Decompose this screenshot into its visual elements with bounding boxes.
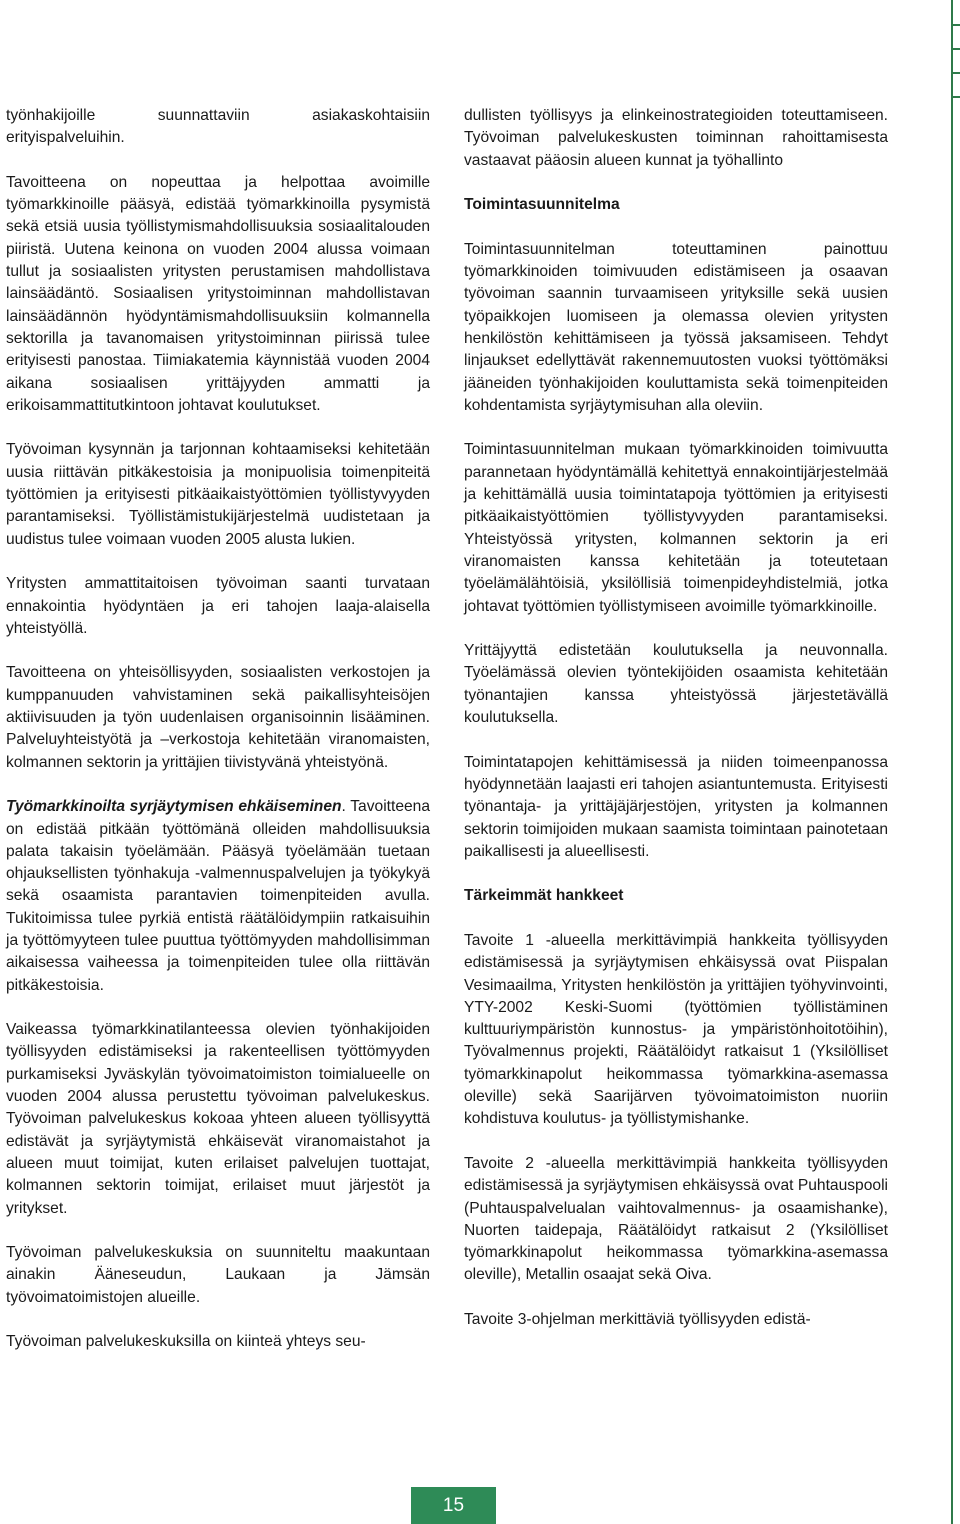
paragraph: Toimintatapojen kehittämisessä ja niiden toimeenpanossa hyödynnetään laajasti eri tahojen asiantuntemusta. Erityisesti työnantaja- ja yrittäjäjärjestöjen, yritysten ja kolmannen sektorin toimijoiden mukaan saamista toimintaan painotetaan paikallisesti ja alueellisesti. [464, 753, 888, 860]
paragraph: Tavoite 2 -alueella merkittävimpiä hankkeita työllisyyden edistämisessä ja syrjäytymisen ehkäisyssä ovat Puhtauspooli (Puhtauspalvelualan vaihtovalmennus- ja osaamishanke), Nuorten taidepaja, Räätälöidyt ratkaisut 2 (Yksilölliset työmarkkinapolut heikommassa työmarkkina-asemassa oleville), Metallin osaajat sekä Oiva. [464, 1154, 888, 1284]
right-column [464, 105, 888, 1331]
rule-tick [951, 72, 960, 74]
paragraph: Toimintasuunnitelman mukaan työmarkkinoiden toimivuutta parannetaan hyödyntämällä kehitettyä ennakointijärjestelmää ja kehittämällä uusia toimintatapoja työttömien ja erityisesti pitkäaikaistyöttömien työllistyvyyden parantamiseksi. Yhteistyössä yritysten, kolmannen sektorin ja eri viranomaisten kanssa kehitetään ja toteutetaan työelämälähtöisiä, yksilöllisiä toimenpideyhdistelmiä, jotka johtavat työttömien työllistymiseen avoimille työmarkkinoille. [464, 441, 888, 615]
margin-rule [942, 0, 960, 1524]
paragraph: Yritysten ammattitaitoisen työvoiman saanti turvataan ennakointia hyödyntäen ja eri tahojen laaja-alaisella yhteistyöllä. [6, 575, 430, 637]
section-heading: Tärkeimmät hankkeet [464, 887, 624, 905]
paragraph: Tavoite 1 -alueella merkittävimpiä hankkeita työllisyyden edistämisessä ja syrjäytymisen ehkäisyssä ovat Piispalan Vesimaailma, Yritysten henkilöstön ja yrittäjien työhyvinvointi, YTY-2002 Keski-Suomi (työttömien työllistäminen kulttuuriympäristön kunnostus- ja ympäristönhoitotöihin), Työvalmennus projekti, Räätälöidyt ratkaisut 1 (Yksilölliset työmarkkinapolut heikommassa työmarkkina-asemassa oleville) sekä Saarijärven työvoimatoimiston nuoriin kohdistuva koulutus- ja työllistymishanke. [464, 931, 888, 1128]
section-heading: Toimintasuunnitelma [464, 196, 620, 214]
rule-tick [951, 48, 960, 50]
paragraph-text: . Tavoitteena on edistää pitkään työttömänä olleiden mahdollisuuksia palata takaisin työelämään. Pääsyä työelämään tuetaan ohjauksellisten työnhakuja -valmennuspalvelujen ja työkykyä sekä osaamista parantavien toimenpiteiden avulla. Tukitoimissa tulee pyrkiä entistä räätälöidympiin ratkaisuihin ja työttömyyteen tulee puuttua työttömyyden mahdollisimman aikaisessa vaiheessa ja toimenpiteiden tulee olla riittävän pitkäkestoisia. [6, 798, 431, 994]
rule-tick [951, 96, 960, 98]
paragraph: Tavoitteena on nopeuttaa ja helpottaa avoimille työmarkkinoille pääsyä, edistää työmarkkinoilla pysymistä sekä etsiä uusia työllistymismahdollisuuksia sosiaalitalouden piiristä. Uutena keinona on vuoden 2004 alussa voimaan tullut ja sosiaalisten yritysten perustamisen mahdollistava lainsäädäntö. Sosiaalisen yritystoiminnan mahdollistavan lainsäädännön hyödyntämismahdollisuuksiin kolmannella sektorilla ja tavanomaisen yritystoiminnan piirissä tulee erityisesti panostaa. Tiimiakatemia käynnistää vuoden 2004 aikana sosiaalisen yrittäjyyden ammatti ja erikoisammattitutkintoon johtavat koulutukset. [6, 173, 430, 414]
paragraph-with-lead [6, 796, 430, 997]
paragraph: Tavoite 3-ohjelman merkittäviä työllisyyden edistä- [464, 1311, 811, 1329]
rule-tick [951, 24, 960, 26]
paragraph: Vaikeassa työmarkkinatilanteessa olevien työnhakijoiden työllisyyden edistämiseksi ja rakenteellisen työttömyyden purkamiseksi Jyväskylän työvoimatoimiston toimialueelle on vuoden 2004 alussa perustettu työvoiman palvelukeskus. Työvoiman palvelukeskus kokoaa yhteen alueen työllisyyttä edistävät ja syrjäytymistä ehkäisevät viranomaistahot ja alueen muut toimijat, kuten erilaiset palvelujen tuottajat, kolmannen sektorin toimijat, erilaiset muut järjestöt ja yritykset. [6, 1021, 430, 1217]
paragraph: Yrittäjyyttä edistetään koulutuksella ja neuvonnalla. Työelämässä olevien työntekijöiden osaamista kehitetään työnantajien kanssa yhteistyössä järjestetävällä koulutuksella. [464, 642, 888, 727]
page-number-badge: 15 [411, 1487, 496, 1524]
paragraph: Työvoiman palvelukeskuksia on suunniteltu maakuntaan ainakin Ääneseudun, Laukaan ja Jämsän työvoimatoimistojen alueille. [6, 1244, 430, 1306]
paragraph: Tavoitteena on yhteisöllisyyden, sosiaalisten verkostojen ja kumppanuuden vahvistaminen sekä paikallisyhteisöjen aktiivisuuden ja työn uudenlaisen organisoinnin lisääminen. Palveluyhteistyötä ja –verkostoja kehitetään viranomaisten, kolmannen sektorin ja yrittäjien tiivistyvänä yhteistyönä. [6, 664, 430, 771]
rule-line [951, 0, 953, 1524]
lead-phrase: Työmarkkinoilta syrjäytymisen ehkäiseminen [6, 798, 342, 816]
paragraph: työnhakijoille suunnattaviin asiakaskohtaisiin erityispalveluihin. [6, 107, 430, 147]
paragraph: Toimintasuunnitelman toteuttaminen painottuu työmarkkinoiden toimivuuden edistämiseen ja osaavan työvoiman saannin turvaamiseen yrityksille sekä uusien työpaikkojen luomiseen ja olemassa olevien yritysten henkilöstön kehittämiseen ja työssä jaksamiseen. Tehdyt linjaukset edellyttävät rakennemuutosten vuoksi työttömäksi jääneiden työnhakijoiden kouluttamista sekä toimenpiteiden kohdentamista syrjäytymisuhan alla oleviin. [464, 240, 888, 414]
paragraph: Työvoiman kysynnän ja tarjonnan kohtaamiseksi kehitetään uusia riittävän pitkäkestoisia ja monipuolisia toimenpiteitä työttömien ja erityisesti pitkäaikaistyöttömien työllistyvyyden parantamiseksi. Työllistämistukijärjestelmä uudistetaan ja uudistus tulee voimaan vuoden 2005 alusta lukien. [6, 441, 430, 548]
left-column [6, 105, 430, 1354]
paragraph: dullisten työllisyys ja elinkeinostrategioiden toteuttamiseen. Työvoiman palvelukeskusten toiminnan rahoittamisesta vastaavat pääosin alueen kunnat ja työhallinto [464, 107, 888, 169]
paragraph: Työvoiman palvelukeskuksilla on kiinteä yhteys seu- [6, 1333, 366, 1351]
